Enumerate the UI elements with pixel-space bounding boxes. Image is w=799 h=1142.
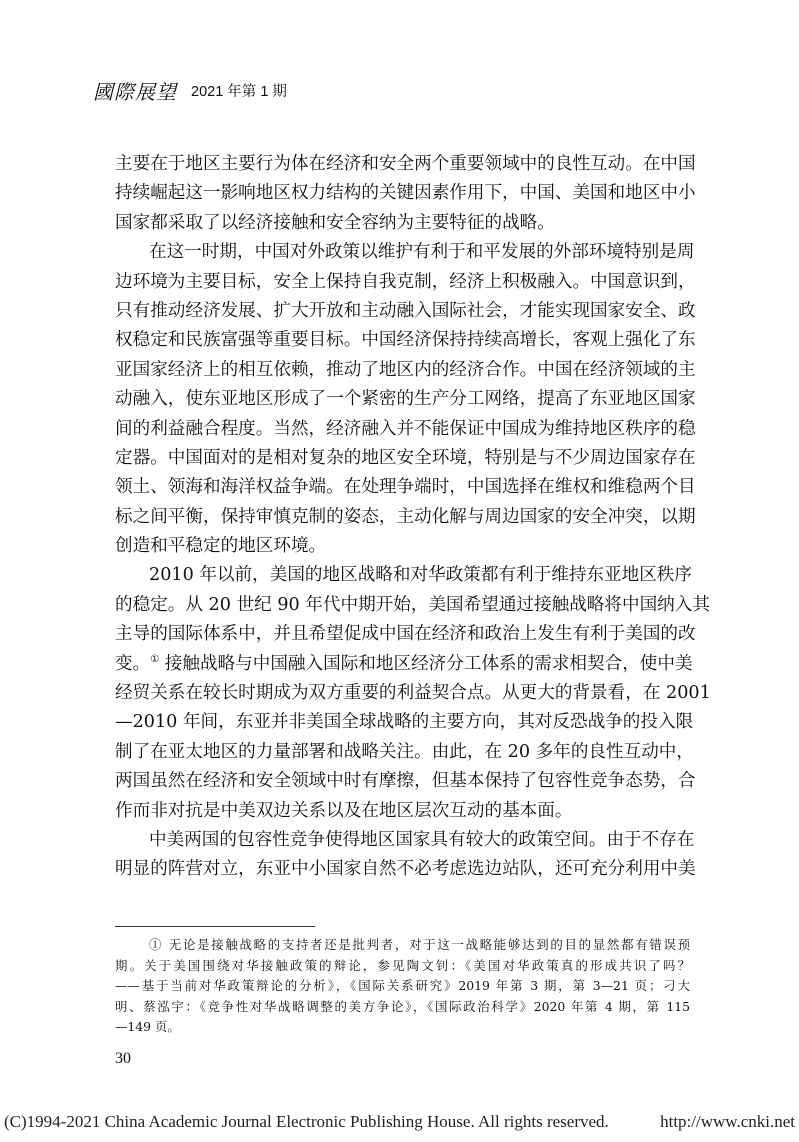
body-line: 制了在亚太地区的力量部署和战略关注。由此，在 20 多年的良性互动中， xyxy=(115,741,694,762)
body-line: 创造和平稳定的地区环境。 xyxy=(115,536,327,557)
body-line: 的稳定。从 20 世纪 90 年代中期开始，美国希望通过接触战略将中国纳入其 xyxy=(115,594,710,615)
body-line: 持续崛起这一影响地区权力结构的关键因素作用下，中国、美国和地区中小 xyxy=(115,183,696,204)
body-line: 标之间平衡，保持审慎克制的姿态，主动化解与周边国家的安全冲突，以期 xyxy=(115,506,696,527)
issue-label: 2021 年第 1 期 xyxy=(191,83,287,100)
page-number: 30 xyxy=(115,1050,131,1067)
footnote-line: ① 无论是接触战略的支持者还是批判者，对于这一战略能够达到的目的显然都有错误预 xyxy=(149,937,690,952)
body-line: 只有推动经济发展、扩大开放和主动融入国际社会，才能实现国家安全、政 xyxy=(115,300,696,321)
body-line: 两国虽然在经济和安全领域中时有摩擦，但基本保持了包容性竞争态势，合 xyxy=(115,771,696,792)
body-line: 边环境为主要目标，安全上保持自我克制，经济上积极融入。中国意识到， xyxy=(115,271,696,292)
body-line: 在这一时期，中国对外政策以维护有利于和平发展的外部环境特别是周 xyxy=(149,242,695,263)
body-line: 亚国家经济上的相互依赖，推动了地区内的经济合作。中国在经济领域的主 xyxy=(115,359,696,380)
body-line: 定器。中国面对的是相对复杂的地区安全环境，特别是与不少周边国家存在 xyxy=(115,447,696,468)
body-line-start: 变。 xyxy=(115,653,151,674)
body-line: 中美两国的包容性竞争使得地区国家具有较大的政策空间。由于不存在 xyxy=(149,829,695,850)
body-line: 权稳定和民族富强等重要目标。中国经济保持持续高增长，客观上强化了东 xyxy=(115,330,696,351)
body-line: 作而非对抗是中美双边关系以及在地区层次互动的基本面。 xyxy=(115,800,573,821)
running-header xyxy=(93,76,287,104)
footnote-divider xyxy=(115,926,315,927)
body-line: 主要在于地区主要行为体在经济和安全两个重要领域中的良性互动。在中国 xyxy=(115,154,696,174)
footnote-line: —149 页。 xyxy=(115,1019,180,1034)
body-line: 主导的国际体系中，并且希望促成中国在经济和政治上发生有利于美国的改 xyxy=(115,624,696,645)
body-line: 间的利益融合程度。当然，经济融入并不能保证中国成为维持地区秩序的稳 xyxy=(115,418,696,439)
body-line: —2010 年间，东亚并非美国全球战略的主要方向，其对反恐战争的投入限 xyxy=(115,712,694,733)
footnotes xyxy=(115,935,690,1038)
body-line: 经贸关系在较长时期成为双方重要的利益契合点。从更大的背景看，在 2001 xyxy=(115,683,711,704)
body-line: 国家都采取了以经济接触和安全容纳为主要特征的战略。 xyxy=(115,212,555,233)
body-line xyxy=(115,650,693,679)
body-text xyxy=(115,150,711,885)
footnote-line: 期。关于美国围绕对华接触政策的辩论，参见陶文钊：《美国对华政策真的形成共识了吗？ xyxy=(115,957,690,973)
copyright-bar xyxy=(0,1112,799,1132)
body-line: 动融入，使东亚地区形成了一个紧密的生产分工网络，提高了东亚地区国家 xyxy=(115,389,696,410)
body-line: 2010 年以前，美国的地区战略和对华政策都有利于维持东亚地区秩序 xyxy=(149,565,692,586)
copyright-notice: (C)1994-2021 China Academic Journal Electronic Publishing House. All rights reserved. xyxy=(4,1112,609,1131)
cnki-link[interactable]: http://www.cnki.net xyxy=(660,1112,795,1131)
body-line: 明显的阵营对立，东亚中小国家自然不必考虑选边站队，还可充分利用中美 xyxy=(115,859,696,880)
body-line: 领土、领海和海洋权益争端。在处理争端时，中国选择在维权和维稳两个目 xyxy=(115,477,696,498)
footnote-line: 明、蔡泓宇：《竞争性对华战略调整的美方争论》，《国际政治科学》2020 年第 4 期，第 115 xyxy=(115,998,690,1014)
journal-logo: 國際展望 xyxy=(93,79,177,104)
footnote-line: ——基于当前对华政策辩论的分析》，《国际关系研究》2019 年第 3 期，第 3—21 页；刁大 xyxy=(115,978,690,993)
footnote-marker[interactable]: ① xyxy=(150,653,160,665)
body-line-tail: 接触战略与中国融入国际和地区经济分工体系的需求相契合，使中美 xyxy=(164,653,693,674)
